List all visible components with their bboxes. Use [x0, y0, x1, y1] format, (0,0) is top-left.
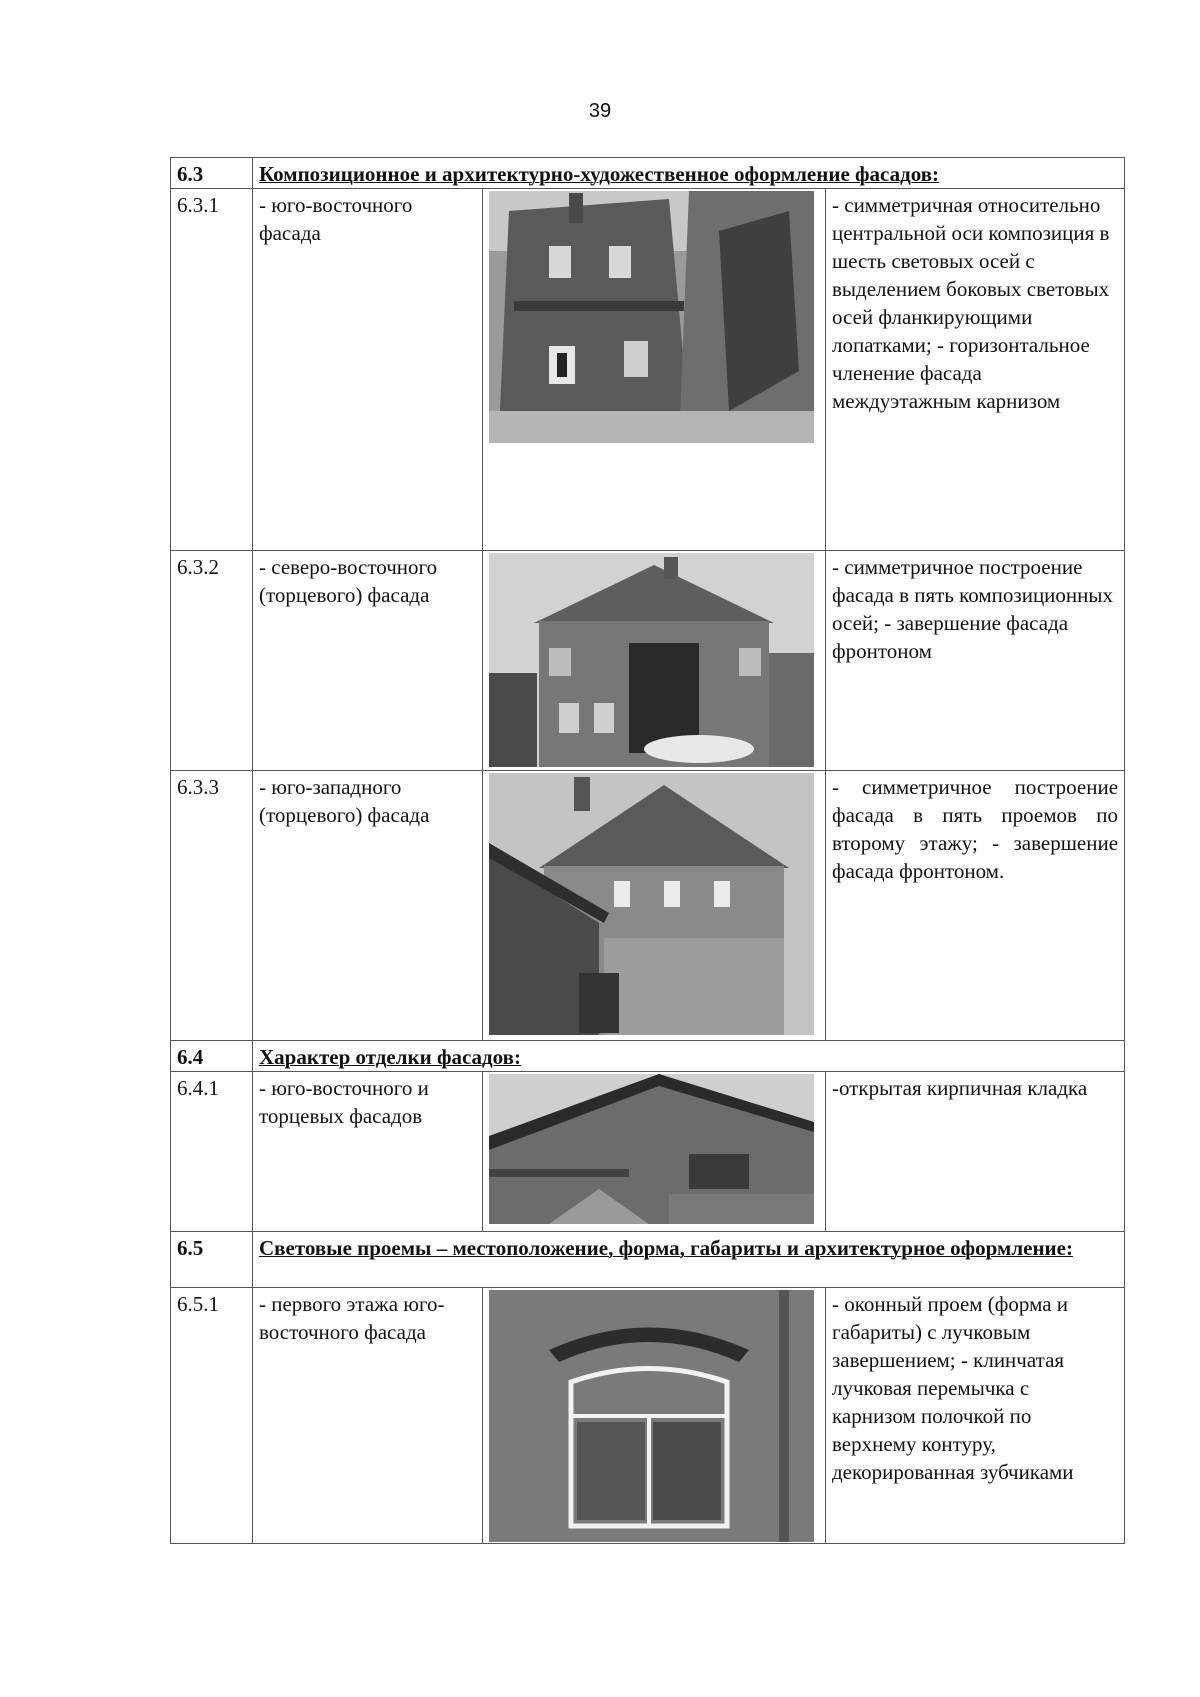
- table-row: [171, 1072, 1125, 1232]
- table-row: [171, 771, 1125, 1041]
- section-title: Композиционное и архитектурно-художественное оформление фасадов:: [253, 158, 1125, 189]
- section-header-row: [171, 158, 1125, 189]
- facade-element: - юго-восточного фасада: [253, 189, 483, 551]
- photo-cell: [483, 551, 826, 771]
- item-number: 6.5.1: [171, 1288, 253, 1544]
- facade-element: - первого этажа юго-восточного фасада: [253, 1288, 483, 1544]
- photo-cell: [483, 189, 826, 551]
- page-number: 39: [588, 100, 612, 122]
- facade-description: - симметричное построение фасада в пять композиционных осей; - завершение фасада фронтоном: [826, 551, 1125, 771]
- table-row: [171, 1288, 1125, 1544]
- facade-description: -открытая кирпичная кладка: [826, 1072, 1125, 1232]
- table-row: [171, 189, 1125, 551]
- facade-description: - симметричная относительно центральной оси композиция в шесть световых осей с выделением боковых световых осей фланкирующими лопатками; - горизонтальное членение фасада междуэтажным карнизом: [826, 189, 1125, 551]
- table-row: [171, 551, 1125, 771]
- facade-photo-northeast: [489, 553, 814, 767]
- brickwork-photo: [489, 1074, 814, 1224]
- window-photo: [489, 1290, 814, 1542]
- item-number: 6.4.1: [171, 1072, 253, 1232]
- facade-element: - северо-восточного (торцевого) фасада: [253, 551, 483, 771]
- section-header-row: [171, 1232, 1125, 1288]
- facade-description: - оконный проем (форма и габариты) с лучковым завершением; - клинчатая лучковая перемычка с карнизом полочкой по верхнему контуру, декорированная зубчиками: [826, 1288, 1125, 1544]
- item-number: 6.3.1: [171, 189, 253, 551]
- photo-cell: [483, 1288, 826, 1544]
- section-number: 6.3: [171, 158, 253, 189]
- item-number: 6.3.3: [171, 771, 253, 1041]
- facade-element: - юго-западного (торцевого) фасада: [253, 771, 483, 1041]
- section-number: 6.5: [171, 1232, 253, 1288]
- facade-description: - симметричное построение фасада в пять проемов по второму этажу; - завершение фасада фронтоном.: [826, 771, 1125, 1041]
- section-header-row: [171, 1041, 1125, 1072]
- section-number: 6.4: [171, 1041, 253, 1072]
- section-title: Характер отделки фасадов:: [253, 1041, 1125, 1072]
- item-number: 6.3.2: [171, 551, 253, 771]
- facade-table: [170, 157, 1125, 1544]
- photo-cell: [483, 771, 826, 1041]
- section-title: Световые проемы – местоположение, форма, габариты и архитектурное оформление:: [253, 1232, 1125, 1288]
- facade-element: - юго-восточного и торцевых фасадов: [253, 1072, 483, 1232]
- facade-photo-southeast: [489, 191, 814, 443]
- photo-cell: [483, 1072, 826, 1232]
- facade-photo-southwest: [489, 773, 814, 1035]
